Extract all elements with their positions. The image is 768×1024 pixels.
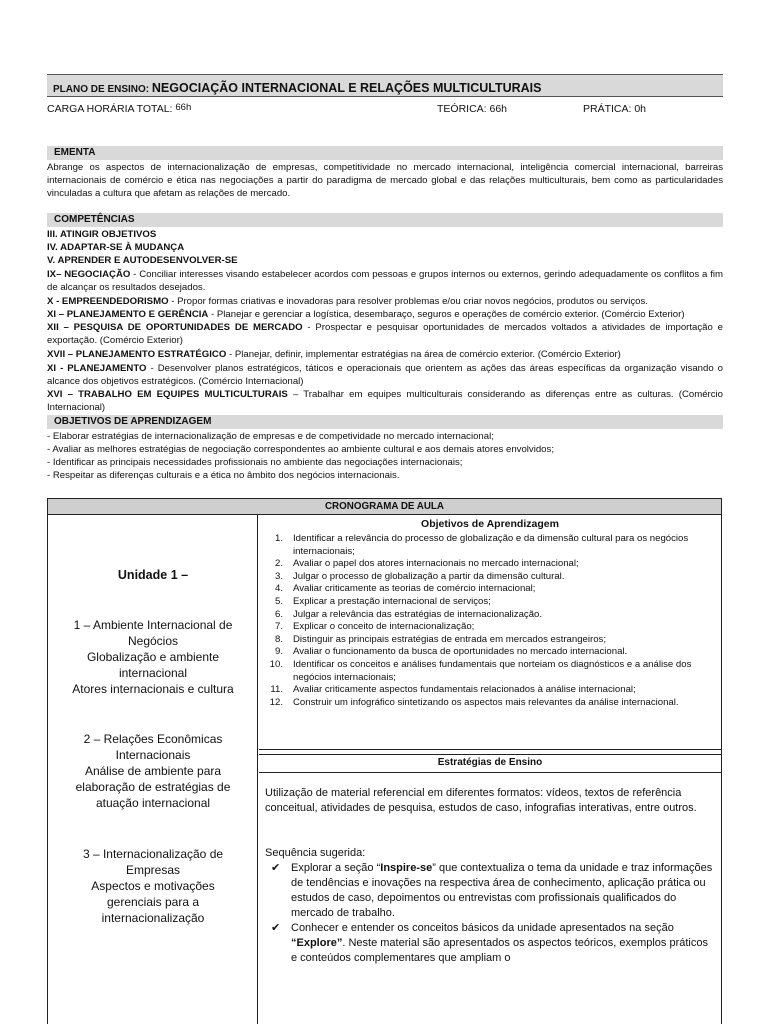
competencia-text: – Trabalhar em equipes multiculturais considerando as diferenças entre as culturas. (Comércio Internacional)	[47, 389, 723, 414]
topic-1-line: Atores internacionais e cultura	[72, 682, 234, 696]
content-column	[259, 515, 721, 1024]
sequencia-list	[265, 861, 715, 966]
item-number: 3.	[274, 570, 283, 582]
item-text: Julgar o processo de globalização a partir da dimensão cultural.	[293, 570, 565, 582]
competencia-x	[47, 295, 723, 308]
topic-3-line: Aspectos e motivações gerenciais para a internacionalização	[91, 879, 215, 925]
competencia-title: XVI – TRABALHO EM EQUIPES MULTICULTURAIS	[47, 389, 288, 400]
bullet-bold: “Explore”	[291, 937, 343, 949]
carga-value: 66h	[175, 102, 192, 113]
competencia-text: - Desenvolver planos estratégicos, táticos e operacionais que orientem as ações das áreas específicas da organização visando o alcance dos objetivos estratégicos. (Comércio Internacional)	[47, 363, 723, 388]
item-number: 1.	[274, 533, 283, 544]
competencia-text: - Prospectar e pesquisar oportunidades de mercados voltados a atividades de importação e exportação. (Comércio Exterior)	[47, 322, 723, 347]
list-item	[265, 861, 715, 921]
item-number: 10.	[269, 658, 283, 670]
list-item	[259, 571, 721, 584]
item-text: Identificar os conceitos e análises fundamentais que norteiam os diagnósticos e a análise dos negócios internacionais;	[293, 658, 692, 683]
ementa-text: Abrange os aspectos de internacionalização de empresas, competitividade no mercado internacional, inteligência comercial internacional, barreiras internacionais de comércio e ética nas negociações a partir do paradigma de mercado global e das relações multiculturais, bem como as particularidades vinculadas a cultura que afetam as relações de mercado.	[47, 162, 723, 200]
competencia-iii: III. ATINGIR OBJETIVOS	[47, 229, 157, 240]
item-text: Avaliar criticamente aspectos fundamentais relacionados à análise internacional;	[293, 684, 636, 696]
competencia-text: - Conciliar interesses visando estabelecer acordos com pessoas e grupos internos ou externos, gerindo adequadamente os conflitos a fim de alcançar os resultados desejados.	[47, 269, 723, 294]
topic-1-title: 1 – Ambiente Internacional de Negócios	[73, 618, 233, 648]
list-item	[259, 697, 721, 710]
item-text: Avaliar criticamente as teorias de comércio internacional;	[293, 583, 536, 595]
item-text: Explicar a prestação internacional de serviços;	[293, 595, 491, 607]
item-text: Avaliar o funcionamento da busca de oportunidades no mercado internacional.	[293, 646, 628, 658]
bullet-bold: Inspire-se	[380, 862, 433, 874]
objetivo-item: - Avaliar as melhores estratégias de negociação correspondentes ao ambiente cultural e aos demais atores envolvidos;	[47, 444, 554, 455]
divider	[259, 754, 721, 755]
list-item	[259, 596, 721, 609]
competencia-title: XI - PLANEJAMENTO	[47, 363, 147, 374]
item-text: Identificar a relevância do processo de globalização e da dimensão cultural para os negócios internacionais;	[293, 533, 689, 557]
estrategias-heading: Estratégias de Ensino	[437, 757, 543, 768]
estrategias-intro: Utilização de material referencial em diferentes formatos: vídeos, textos de referência conceitual, atividades de pesquisa, estudos de caso, infografias interativas, entre outros.	[265, 787, 697, 814]
plan-label: PLANO DE ENSINO:	[53, 84, 150, 95]
teorica-hours: TEÓRICA: 66h	[437, 103, 508, 115]
item-number: 5.	[274, 595, 283, 607]
item-number: 7.	[274, 621, 283, 633]
carga-label: CARGA HORÁRIA TOTAL:	[47, 103, 173, 115]
objetivo-item: - Identificar as principais necessidades profissionais no ambiente das negociações internacionais;	[47, 457, 463, 468]
item-text: Julgar a relevância das estratégias de internacionalização.	[293, 608, 543, 620]
competencia-xi-planejamento	[47, 362, 723, 388]
objetivo-item: - Respeitar as diferenças culturais e a ética no âmbito dos negócios internacionais.	[47, 470, 400, 481]
competencia-xvi	[47, 388, 723, 414]
list-item	[259, 609, 721, 622]
list-item	[259, 684, 721, 697]
competencia-xii	[47, 321, 723, 347]
item-text: Explicar o conceito de internacionalização;	[293, 621, 475, 633]
competencia-title: XI – PLANEJAMENTO E GERÊNCIA	[47, 309, 209, 320]
topic-1	[48, 617, 258, 697]
ementa-heading: EMENTA	[47, 146, 723, 160]
item-number: 2.	[274, 558, 283, 570]
item-text: Construir um infográfico sintetizando os aspectos mais relevantes da análise internacional.	[293, 696, 679, 708]
objetivos-heading: OBJETIVOS DE APRENDIZAGEM	[47, 415, 723, 429]
cronograma-table	[47, 498, 722, 1024]
topic-2-line: Análise de ambiente para elaboração de estratégias de atuação internacional	[75, 764, 231, 810]
item-number: 9.	[274, 646, 283, 658]
competencia-iv: IV. ADAPTAR-SE À MUDANÇA	[47, 242, 185, 253]
item-text: Distinguir as principais estratégias de entrada em mercados estrangeiros;	[293, 633, 607, 645]
carga-total	[47, 103, 191, 115]
bullet-text: Explorar a seção “	[291, 862, 381, 874]
objetivos-aprendizagem-heading: Objetivos de Aprendizagem	[421, 518, 559, 530]
list-item	[259, 533, 721, 558]
divider	[259, 772, 721, 773]
objetivo-item: - Elaborar estratégias de internacionalização de empresas e de competividade no mercado internacional;	[47, 431, 494, 442]
cronograma-heading: CRONOGRAMA DE AULA	[48, 499, 721, 515]
competencia-text: - Propor formas criativas e inovadoras para resolver problemas e/ou criar novos negócios, produtos ou serviços.	[168, 296, 648, 307]
topic-3-title: 3 – Internacionalização de Empresas	[82, 847, 224, 877]
list-item	[259, 558, 721, 571]
item-text: Avaliar o papel dos atores internacionais no mercado internacional;	[293, 558, 579, 570]
list-item	[265, 921, 715, 966]
competencia-text: - Planejar, definir, implementar estratégias na área de comércio exterior. (Comércio Exterior)	[226, 349, 621, 360]
item-number: 4.	[274, 583, 283, 595]
competencia-xi	[47, 308, 723, 321]
topic-2	[48, 731, 258, 811]
list-item	[259, 621, 721, 634]
checkmark-icon: ✔	[271, 862, 281, 874]
competencia-v: V. APRENDER E AUTODESENVOLVER-SE	[47, 255, 238, 266]
list-item	[259, 583, 721, 596]
competencia-title: IX– NEGOCIAÇÃO	[47, 269, 131, 280]
list-item	[259, 634, 721, 647]
item-number: 6.	[274, 608, 283, 620]
sequencia-label: Sequência sugerida:	[265, 847, 366, 859]
item-number: 8.	[274, 633, 283, 645]
course-title: NEGOCIAÇÃO INTERNACIONAL E RELAÇÕES MULTICULTURAIS	[151, 81, 542, 95]
topic-2-title: 2 – Relações Econômicas Internacionais	[83, 732, 223, 762]
pratica-hours: PRÁTICA: 0h	[583, 103, 647, 115]
objetivos-list	[259, 533, 721, 709]
list-item	[259, 659, 721, 684]
competencia-title: X - EMPREENDEDORISMO	[47, 296, 169, 307]
competencias-heading: COMPETÊNCIAS	[47, 213, 723, 227]
bullet-text: Conhecer e entender os conceitos básicos da unidade apresentados na seção	[291, 922, 674, 934]
bullet-text: . Neste material são apresentados os aspectos teóricos, exemplos práticos e conteúdos complementares que ampliam o	[291, 937, 708, 964]
list-item	[259, 646, 721, 659]
competencia-text: - Planejar e gerenciar a logística, desembaraço, seguros e operações de comércio exterior. (Comércio Exterior)	[208, 309, 685, 320]
bullet-text: ” que contextualiza o tema da unidade e traz informações de tendências e inovações na respectiva área de conhecimento, aplicação prática ou estudos de caso, depoimentos ou entrevistas com profissionais qualificados do mercado de trabalho.	[291, 862, 713, 919]
unit-title: Unidade 1 –	[117, 568, 189, 582]
topic-3	[48, 846, 258, 926]
competencia-ix	[47, 268, 723, 294]
competencia-xvii	[47, 348, 723, 361]
unit-column	[48, 515, 258, 1024]
competencia-title: XII – PESQUISA DE OPORTUNIDADES DE MERCADO	[47, 322, 303, 333]
item-number: 11.	[270, 684, 283, 696]
competencia-title: XVII – PLANEJAMENTO ESTRATÉGICO	[47, 349, 227, 360]
plan-title-bar	[47, 74, 723, 97]
topic-1-line: Globalização e ambiente internacional	[86, 650, 220, 680]
item-number: 12.	[269, 696, 283, 708]
checkmark-icon: ✔	[271, 922, 281, 934]
divider	[259, 749, 721, 750]
